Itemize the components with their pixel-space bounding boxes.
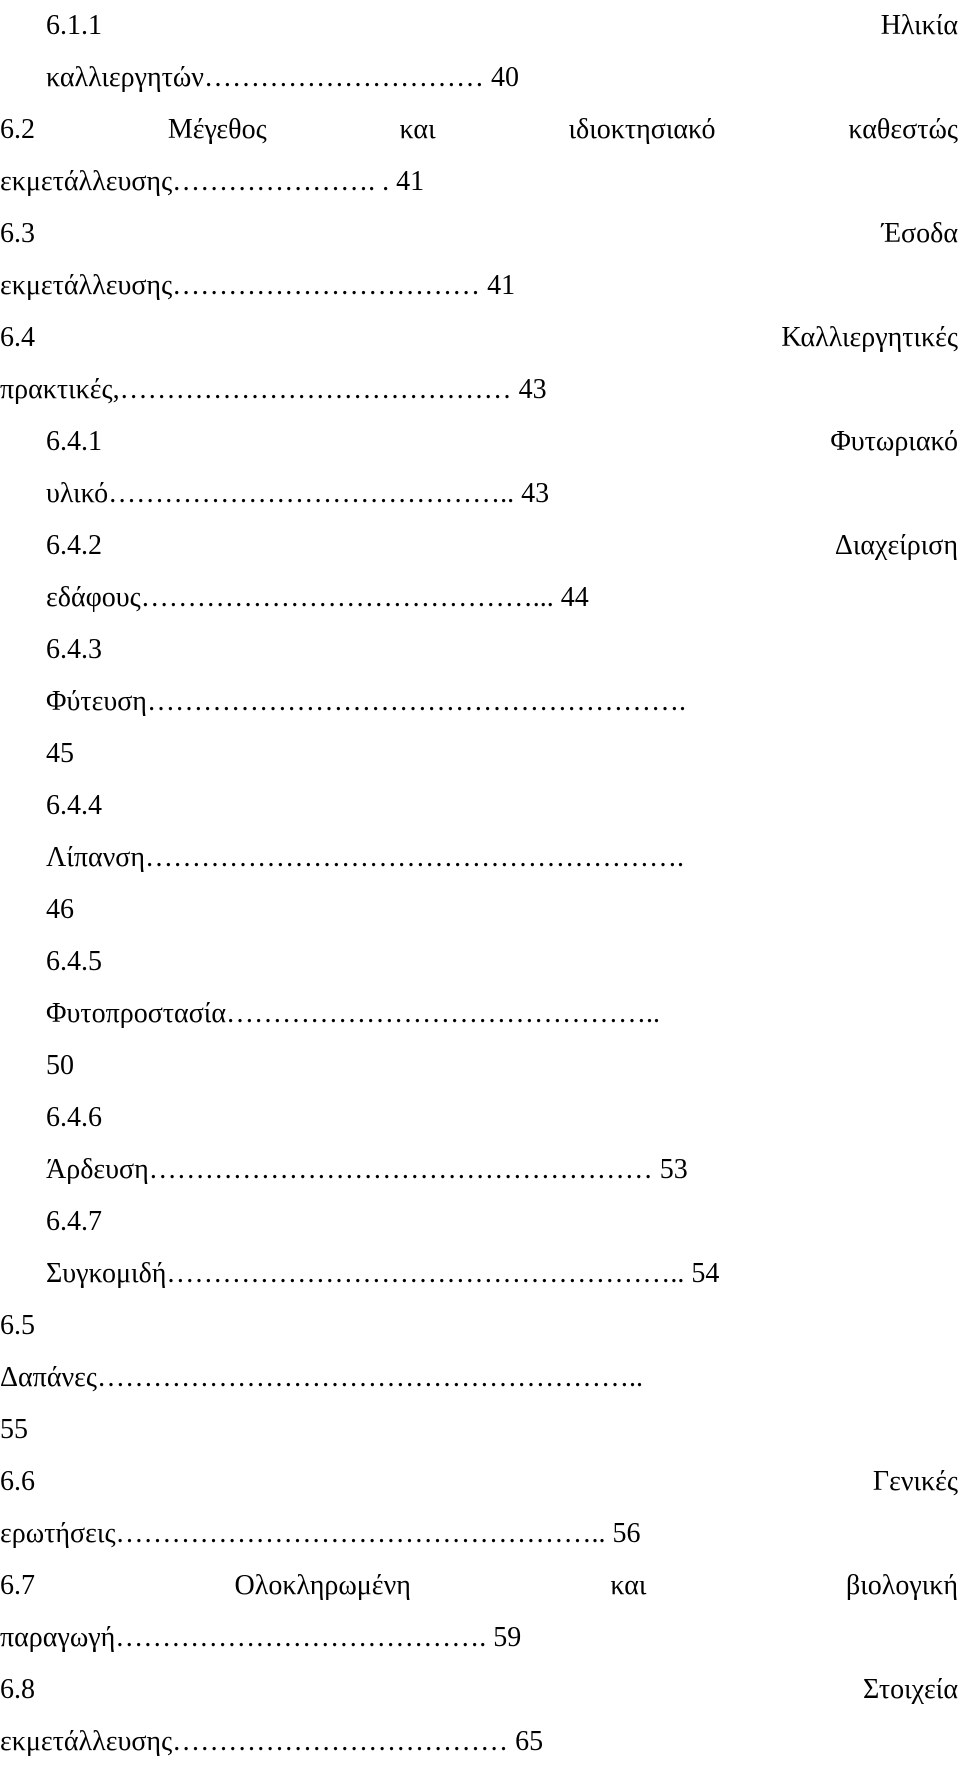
section-title-word: Στοιχεία bbox=[863, 1674, 958, 1705]
section-number: 6.4.3 bbox=[46, 634, 102, 665]
leader-text: καλλιεργητών………………………… 40 bbox=[46, 62, 519, 93]
section-title-word: βιολογική bbox=[845, 1570, 958, 1601]
leader-text: Φυτοπροστασία……………………………………….. bbox=[46, 998, 661, 1029]
toc-entry-6-4-6-number bbox=[0, 1092, 960, 1144]
section-number: 6.8 bbox=[0, 1674, 35, 1705]
page-number: 50 bbox=[46, 1050, 74, 1081]
section-number: 6.1.1 bbox=[46, 10, 102, 41]
toc-entry-6-4-5-number bbox=[0, 936, 960, 988]
toc-entry-6-4-4-leader bbox=[0, 832, 960, 884]
toc-entry-6-4-1-heading bbox=[0, 416, 958, 468]
section-number: 6.7 bbox=[0, 1570, 35, 1601]
section-title-word: ιδιοκτησιακό bbox=[568, 114, 716, 145]
toc-entry-6-4-leader bbox=[0, 364, 960, 416]
section-title-word: καθεστώς bbox=[848, 114, 958, 145]
section-number: 6.4.4 bbox=[46, 790, 102, 821]
section-title-word: Καλλιεργητικές bbox=[781, 322, 958, 353]
leader-text: εκμετάλλευσης……………………………… 65 bbox=[0, 1726, 544, 1757]
section-number: 6.4 bbox=[0, 322, 35, 353]
toc-entry-6-4-3-leader bbox=[0, 676, 960, 728]
section-title-word: Μέγεθος bbox=[167, 114, 267, 145]
leader-text: Φύτευση…………………………………………………. bbox=[46, 686, 686, 717]
section-number: 6.4.2 bbox=[46, 530, 102, 561]
section-title-word: Ολοκληρωμένη bbox=[234, 1570, 411, 1601]
toc-entry-6-4-heading bbox=[0, 312, 958, 364]
section-number: 6.4.1 bbox=[46, 426, 102, 457]
toc-entry-6-4-5-leader bbox=[0, 988, 960, 1040]
section-title-word: Γενικές bbox=[872, 1466, 958, 1497]
section-number: 6.2 bbox=[0, 114, 35, 145]
toc-entry-6-4-7-number bbox=[0, 1196, 960, 1248]
section-number: 6.4.5 bbox=[46, 946, 102, 977]
toc-entry-6-3-leader bbox=[0, 260, 960, 312]
page-number: 55 bbox=[0, 1414, 28, 1445]
toc-entry-6-6-heading bbox=[0, 1456, 958, 1508]
leader-text: εκμετάλλευσης…………………………… 41 bbox=[0, 270, 516, 301]
toc-entry-6-5-number bbox=[0, 1300, 960, 1352]
toc-entry-6-1-1-heading bbox=[0, 0, 958, 52]
leader-text: Άρδευση……………………………………………… 53 bbox=[46, 1154, 688, 1185]
leader-text: υλικό…………………………………….. 43 bbox=[46, 478, 550, 509]
section-number: 6.3 bbox=[0, 218, 35, 249]
toc-entry-6-8-heading bbox=[0, 1664, 958, 1716]
toc-entry-6-6-leader bbox=[0, 1508, 960, 1560]
toc-entry-6-2-heading bbox=[0, 104, 958, 156]
toc-entry-6-2-leader bbox=[0, 156, 960, 208]
toc-entry-6-4-4-page bbox=[0, 884, 960, 936]
section-number: 6.4.7 bbox=[46, 1206, 102, 1237]
leader-text: παραγωγή…………………………………. 59 bbox=[0, 1622, 522, 1653]
section-title-word: Φυτωριακό bbox=[830, 426, 958, 457]
section-number: 6.5 bbox=[0, 1310, 35, 1341]
toc-entry-6-3-heading bbox=[0, 208, 958, 260]
toc-entry-6-4-2-leader bbox=[0, 572, 960, 624]
toc-entry-6-5-page bbox=[0, 1404, 960, 1456]
section-number: 6.6 bbox=[0, 1466, 35, 1497]
leader-text: εκμετάλλευσης…………………. . 41 bbox=[0, 166, 425, 197]
toc-entry-6-1-1-leader bbox=[0, 52, 960, 104]
page-number: 46 bbox=[46, 894, 74, 925]
section-title-word: και bbox=[610, 1570, 647, 1601]
leader-text: Λίπανση…………………………………………………. bbox=[46, 842, 685, 873]
toc-entry-6-4-7-leader bbox=[0, 1248, 960, 1300]
toc-entry-6-4-5-page bbox=[0, 1040, 960, 1092]
toc-entry-6-4-4-number bbox=[0, 780, 960, 832]
toc-entry-6-4-3-number bbox=[0, 624, 960, 676]
section-title-word: και bbox=[399, 114, 436, 145]
leader-text: ερωτήσεις…………………………………………….. 56 bbox=[0, 1518, 641, 1549]
toc-entry-6-7-leader bbox=[0, 1612, 960, 1664]
leader-text: πρακτικές,…………………………………… 43 bbox=[0, 374, 547, 405]
section-title-word: Ηλικία bbox=[880, 10, 958, 41]
toc-entry-6-4-1-leader bbox=[0, 468, 960, 520]
section-title-word: Διαχείριση bbox=[834, 530, 958, 561]
toc-entry-6-8-leader bbox=[0, 1716, 960, 1768]
leader-text: εδάφους……………………………………... 44 bbox=[46, 582, 589, 613]
leader-text: Συγκομιδή……………………………………………….. 54 bbox=[46, 1258, 720, 1289]
toc-entry-6-7-heading bbox=[0, 1560, 958, 1612]
leader-text: Δαπάνες………………………………………………….. bbox=[0, 1362, 643, 1393]
section-title-word: Έσοδα bbox=[881, 218, 958, 249]
toc-entry-6-5-leader bbox=[0, 1352, 960, 1404]
page-number: 45 bbox=[46, 738, 74, 769]
toc-entry-6-4-6-leader bbox=[0, 1144, 960, 1196]
section-number: 6.4.6 bbox=[46, 1102, 102, 1133]
toc-entry-6-4-2-heading bbox=[0, 520, 958, 572]
toc-entry-6-4-3-page bbox=[0, 728, 960, 780]
